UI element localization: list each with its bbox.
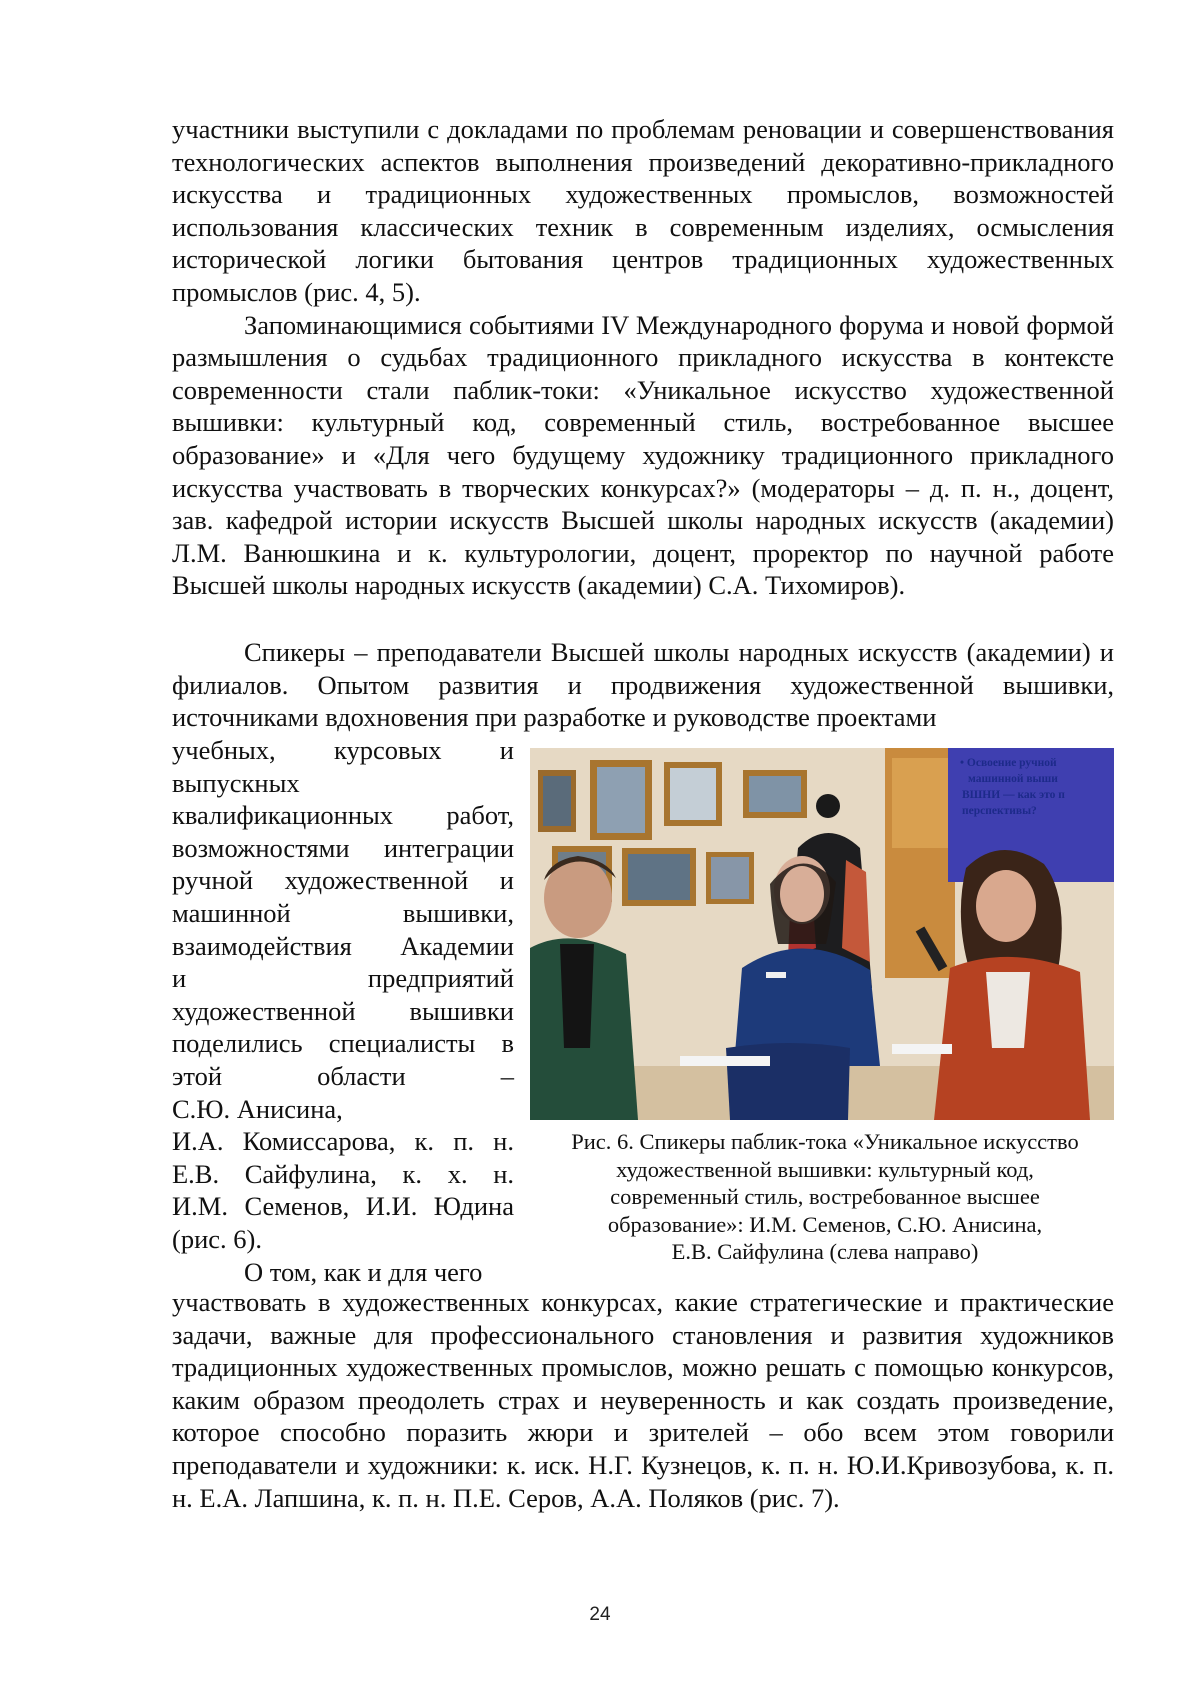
- slide-text: • Освоение ручной: [960, 757, 1057, 769]
- body-text-top: [172, 113, 1114, 602]
- caption-line: Е.В. Сайфулина (слева направо): [671, 1239, 979, 1265]
- column-line: ручной художественной и: [172, 865, 514, 896]
- column-line: учебных, курсовых и: [172, 735, 514, 765]
- paragraph-3-wrapped-column: [172, 734, 514, 1288]
- column-line: И.М. Семенов, И.И. Юдина: [172, 1191, 514, 1222]
- photo-illustration: [530, 748, 1114, 1120]
- paragraph-4-column-line: О том, как и для чего: [244, 1256, 483, 1287]
- caption-line: художественной вышивки: культурный код,: [616, 1156, 1034, 1182]
- column-line: и предприятий: [172, 963, 514, 994]
- column-line: возможностями интеграции: [172, 832, 514, 863]
- paragraph-4: [172, 1286, 1114, 1514]
- slide-text: ВШНИ — как это п: [962, 789, 1065, 801]
- column-line: И.А. Комиссарова, к. п. н.: [172, 1126, 514, 1157]
- column-line: взаимодействия Академии: [172, 930, 514, 961]
- column-line: художественной вышивки: [172, 995, 514, 1026]
- slide-text: перспективы?: [962, 805, 1037, 817]
- figure-6-photo: [530, 748, 1114, 1120]
- column-line: Е.В. Сайфулина, к. х. н.: [172, 1158, 514, 1189]
- page-number: 24: [589, 1604, 611, 1625]
- slide-text: машинной выши: [968, 773, 1058, 785]
- caption-line: современный стиль, востребованное высшее: [610, 1184, 1040, 1210]
- caption-line: образование»: И.М. Семенов, С.Ю. Анисина,: [607, 1211, 1043, 1237]
- column-line: поделились специалисты в: [172, 1028, 514, 1059]
- column-line: (рис. 6).: [172, 1223, 262, 1254]
- paragraph-3-intro-text: Спикеры – преподаватели Высшей школы народных искусств (академии) и филиалов. Опытом развития и продвижения художественной вышивки, источниками вдохновения при разработке и руководстве проектами: [172, 637, 1114, 733]
- paragraph-3-intro: [172, 636, 1114, 734]
- paragraph-4-text: участвовать в художественных конкурсах, какие стратегические и практические задачи, важные для профессионального становления и развития художников традиционных художественных промыслов, можно решать с помощью конкурсов, каким образом преодолеть страх и неуверенность и как создать произведение, которое способно поразить жюри и зрителей – обо всем этом говорили преподаватели и художники: к. иск. Н.Г. Кузнецов, к. п. н. Ю.И.Кривозубова, к. п. н. Е.А. Лапшина, к. п. н. П.Е. Серов, А.А. Поляков (рис. 7).: [172, 1287, 1114, 1513]
- figure-6-caption: [530, 1128, 1120, 1266]
- column-line: выпускных: [172, 767, 300, 798]
- paragraph-1: участники выступили с докладами по проблемам реновации и совершенствования технологических аспектов выполнения произведений декоративно-прикладного искусства и традиционных художественных промыслов, возможностей использования классических техник в современным изделиях, осмысления исторической логики бытования центров традиционных художественных промыслов (рис. 4, 5).: [172, 114, 1114, 307]
- column-line: машинной вышивки,: [172, 897, 514, 928]
- caption-line: Рис. 6. Спикеры паблик-тока «Уникальное искусство: [571, 1129, 1079, 1154]
- column-line: квалификационных работ,: [172, 800, 514, 831]
- paragraph-2: Запоминающимися событиями IV Международного форума и новой формой размышления о судьбах традиционного прикладного искусства в контексте современности стали паблик-токи: «Уникальное искусство художественной вышивки: культурный код, современный стиль, востребованное высшее образование» и «Для чего будущему художнику традиционного прикладного искусства участвовать в творческих конкурсах?» (модераторы – д. п. н., доцент, зав. кафедрой истории искусств Высшей школы народных искусств (академии) Л.М. Ванюшкина и к. культурологии, доцент, проректор по научной работе Высшей школы народных искусств (академии) С.А. Тихомиров).: [172, 309, 1114, 601]
- column-line: С.Ю. Анисина,: [172, 1093, 343, 1124]
- column-line: этой области –: [172, 1060, 514, 1091]
